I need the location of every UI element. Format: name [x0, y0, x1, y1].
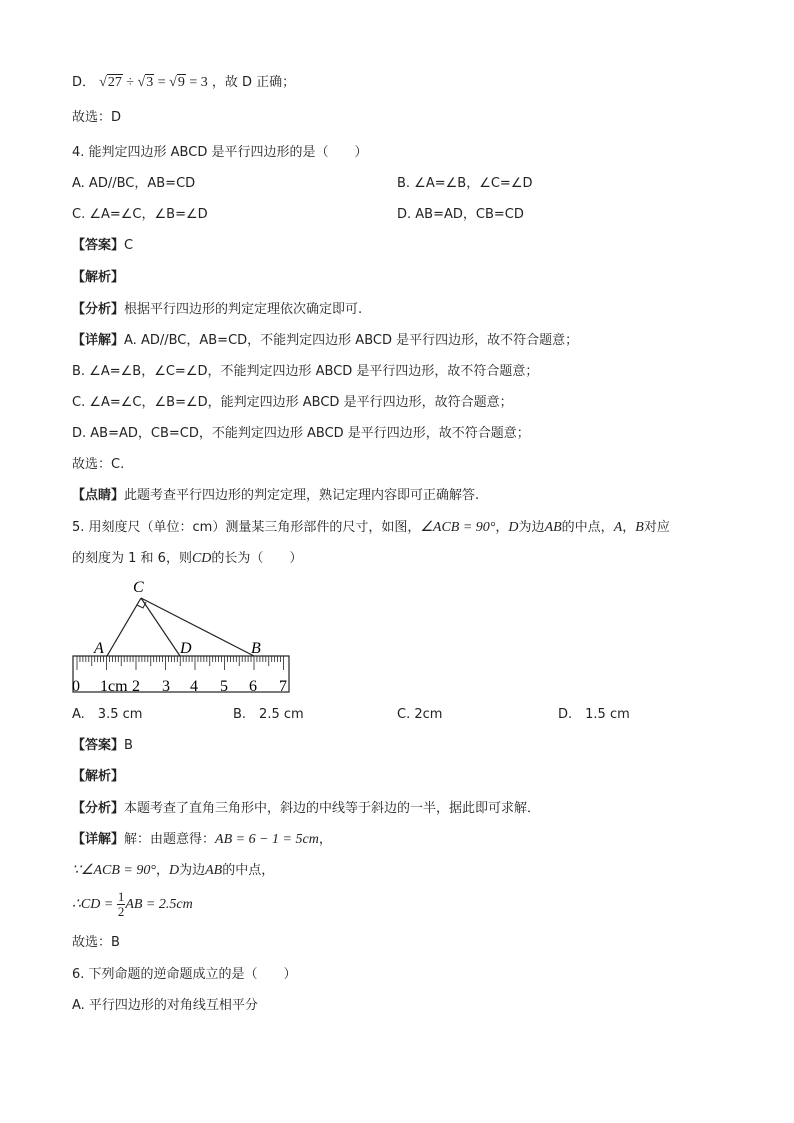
q4-stem: 4. 能判定四边形 ABCD 是平行四边形的是（ ） — [72, 145, 368, 160]
detail-text: 的中点， — [222, 863, 275, 878]
segment-cd — [141, 598, 180, 656]
detail-text: A. AD//BC，AB=CD，不能判定四边形 ABCD 是平行四边形，故不符合题意； — [124, 333, 579, 348]
fenxi-tag: 【分析】 — [72, 302, 125, 317]
answer-value: B — [124, 738, 133, 753]
stem-text: ， — [495, 520, 509, 535]
ruler-label-0: 0 — [72, 678, 80, 695]
q5-option-a: A. 3.5 cm — [72, 707, 143, 722]
fenxi-text: 本题考查了直角三角形中，斜边的中线等于斜边的一半，据此即可求解． — [124, 801, 541, 816]
fenxi-tag: 【分析】 — [72, 801, 125, 816]
stem-math: B — [635, 520, 644, 535]
q4-detail-a — [72, 332, 578, 350]
q5-answer — [72, 737, 133, 755]
q5-option-c: C. 2cm — [397, 707, 443, 722]
ruler-label-2: 2 — [132, 678, 140, 695]
detail-math: ∵∠ACB = 90° — [72, 863, 156, 878]
stem-math: A — [613, 520, 623, 535]
answer-value: C — [124, 238, 134, 253]
stem-math: D — [508, 520, 519, 535]
stem-text: 对应 — [643, 520, 670, 535]
fraction-numerator: 1 — [117, 889, 125, 904]
q4-option-b: B. ∠A=∠B，∠C=∠D — [397, 176, 533, 191]
q4-detail-d: D. AB=AD，CB=CD，不能判定四边形 ABCD 是平行四边形，故不符合题意； — [72, 426, 530, 441]
q5-fenxi — [72, 800, 540, 818]
q4-answer — [72, 237, 133, 255]
stem-text: 的中点， — [561, 520, 614, 535]
q6-option-a: A. 平行四边形的对角线互相平分 — [72, 998, 258, 1013]
segment-ca — [107, 598, 141, 656]
q4-analysis-tag — [72, 269, 124, 287]
q4-detail-b: B. ∠A=∠B，∠C=∠D，不能判定四边形 ABCD 是平行四边形，故不符合题意； — [72, 364, 539, 379]
q5-analysis-tag — [72, 768, 124, 786]
q6-stem: 6. 下列命题的逆命题成立的是（ ） — [72, 967, 297, 982]
q4-dianjing — [72, 487, 479, 505]
analysis-tag: 【解析】 — [72, 769, 125, 784]
detail-text: 解：由题意得： — [124, 832, 216, 847]
q3-choose: 故选：D — [72, 110, 122, 125]
math-expression: √27 ÷ √3 = √9 = 3 — [99, 75, 208, 90]
label-point-c: C — [133, 579, 144, 596]
q4-detail-c: C. ∠A=∠C，∠B=∠D，能判定四边形 ABCD 是平行四边形，故符合题意； — [72, 395, 513, 410]
q4-option-c: C. ∠A=∠C，∠B=∠D — [72, 207, 208, 222]
q5-detail-2 — [72, 862, 274, 880]
ruler-label-6: 6 — [249, 678, 257, 695]
detail-math: ∴CD = — [72, 897, 117, 912]
stem-text: 的刻度为 1 和 6，则 — [72, 551, 192, 566]
q5-stem-line2 — [72, 550, 302, 568]
detail-math: AB = 6 − 1 = 5cm — [215, 832, 319, 847]
q5-option-d: D. 1.5 cm — [558, 707, 630, 722]
q5-option-b: B. 2.5 cm — [233, 707, 304, 722]
label-point-d: D — [180, 640, 192, 657]
line-option-d — [72, 74, 295, 92]
ruler-label-7: 7 — [279, 678, 287, 695]
q4-choose: 故选：C. — [72, 457, 125, 472]
figure-group — [72, 579, 289, 695]
dianjing-text: 此题考查平行四边形的判定定理，熟记定理内容即可正确解答. — [124, 488, 480, 503]
detail-math: D — [168, 863, 180, 878]
q5-choose: 故选：B — [72, 935, 120, 950]
ruler-label-1cm: 1cm — [100, 678, 128, 695]
answer-tag: 【答案】 — [72, 738, 125, 753]
ruler-label-4: 4 — [190, 678, 198, 695]
stem-text: ， — [622, 520, 636, 535]
stem-text: 5. 用刻度尺（单位：cm）测量某三角形部件的尺寸，如图， — [72, 520, 421, 535]
stem-text: 为边 — [518, 520, 545, 535]
q5-detail-3 — [72, 890, 193, 920]
label-point-a: A — [94, 640, 104, 657]
stem-math: CD — [191, 551, 212, 566]
detail-math: AB = 2.5cm — [125, 897, 193, 912]
fenxi-text: 根据平行四边形的判定定理依次确定即可. — [124, 302, 363, 317]
detail-text: ， — [155, 863, 169, 878]
xiangjie-tag: 【详解】 — [72, 333, 125, 348]
detail-text: 为边 — [179, 863, 206, 878]
stem-text: 的长为（ ） — [211, 551, 303, 566]
q5-stem-line1 — [72, 519, 670, 537]
detail-math: AB — [205, 863, 223, 878]
fraction-denominator: 2 — [117, 904, 125, 919]
dianjing-tag: 【点睛】 — [72, 488, 125, 503]
segment-cb — [141, 598, 254, 656]
option-d-suffix: ，故 D 正确； — [211, 75, 296, 90]
analysis-tag: 【解析】 — [72, 270, 125, 285]
ruler-label-5: 5 — [220, 678, 228, 695]
q4-option-a: A. AD//BC，AB=CD — [72, 176, 196, 191]
ruler-ticks — [77, 656, 284, 670]
ruler-triangle-figure — [66, 576, 298, 696]
q4-fenxi — [72, 301, 362, 319]
option-d-label: D． — [72, 75, 96, 90]
stem-math: ∠ACB = 90° — [420, 520, 496, 535]
ruler-label-3: 3 — [162, 678, 170, 695]
label-point-b: B — [251, 640, 261, 657]
q5-detail-1 — [72, 831, 332, 849]
xiangjie-tag: 【详解】 — [72, 832, 125, 847]
answer-tag: 【答案】 — [72, 238, 125, 253]
stem-math: AB — [544, 520, 562, 535]
detail-text: ， — [318, 832, 332, 847]
q4-option-d: D. AB=AD，CB=CD — [397, 207, 524, 222]
